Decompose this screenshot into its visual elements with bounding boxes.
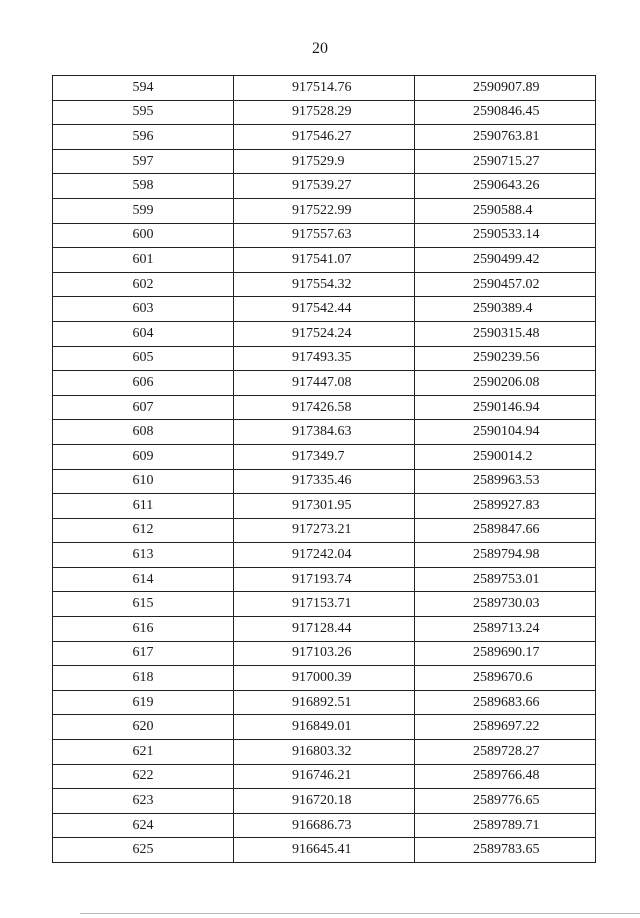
table-row	[53, 592, 596, 617]
x-coordinate-cell: 917493.35	[234, 346, 415, 371]
y-coordinate-cell: 2590014.2	[415, 444, 596, 469]
y-coordinate-cell: 2589697.22	[415, 715, 596, 740]
table-row	[53, 198, 596, 223]
x-coordinate-cell: 916849.01	[234, 715, 415, 740]
y-coordinate-cell: 2589766.48	[415, 764, 596, 789]
y-coordinate-cell: 2590715.27	[415, 149, 596, 174]
x-coordinate-cell: 916686.73	[234, 813, 415, 838]
point-number-cell: 608	[53, 420, 234, 445]
x-coordinate-cell: 917193.74	[234, 567, 415, 592]
point-number-cell: 610	[53, 469, 234, 494]
coordinate-table-body	[53, 76, 596, 863]
y-coordinate-cell: 2590533.14	[415, 223, 596, 248]
x-coordinate-cell: 917539.27	[234, 174, 415, 199]
x-coordinate-cell: 916720.18	[234, 789, 415, 814]
y-coordinate-cell: 2589683.66	[415, 690, 596, 715]
x-coordinate-cell: 917242.04	[234, 543, 415, 568]
table-row	[53, 297, 596, 322]
table-row	[53, 444, 596, 469]
point-number-cell: 609	[53, 444, 234, 469]
x-coordinate-cell: 916803.32	[234, 740, 415, 765]
y-coordinate-cell: 2590206.08	[415, 371, 596, 396]
x-coordinate-cell: 917528.29	[234, 100, 415, 125]
table-row	[53, 764, 596, 789]
coordinate-table	[52, 75, 596, 863]
x-coordinate-cell: 917447.08	[234, 371, 415, 396]
y-coordinate-cell: 2589713.24	[415, 617, 596, 642]
table-row	[53, 100, 596, 125]
page-number: 20	[312, 40, 328, 57]
point-number-cell: 622	[53, 764, 234, 789]
y-coordinate-cell: 2589728.27	[415, 740, 596, 765]
x-coordinate-cell: 917524.24	[234, 321, 415, 346]
point-number-cell: 606	[53, 371, 234, 396]
table-row	[53, 321, 596, 346]
table-row	[53, 740, 596, 765]
point-number-cell: 602	[53, 272, 234, 297]
x-coordinate-cell: 917103.26	[234, 641, 415, 666]
x-coordinate-cell: 917542.44	[234, 297, 415, 322]
x-coordinate-cell: 917557.63	[234, 223, 415, 248]
y-coordinate-cell: 2589789.71	[415, 813, 596, 838]
x-coordinate-cell: 917349.7	[234, 444, 415, 469]
point-number-cell: 597	[53, 149, 234, 174]
table-row	[53, 567, 596, 592]
point-number-cell: 623	[53, 789, 234, 814]
point-number-cell: 619	[53, 690, 234, 715]
y-coordinate-cell: 2589730.03	[415, 592, 596, 617]
y-coordinate-cell: 2589690.17	[415, 641, 596, 666]
y-coordinate-cell: 2590907.89	[415, 76, 596, 101]
x-coordinate-cell: 916892.51	[234, 690, 415, 715]
y-coordinate-cell: 2590146.94	[415, 395, 596, 420]
y-coordinate-cell: 2590846.45	[415, 100, 596, 125]
table-row	[53, 543, 596, 568]
point-number-cell: 599	[53, 198, 234, 223]
x-coordinate-cell: 917426.58	[234, 395, 415, 420]
x-coordinate-cell: 917554.32	[234, 272, 415, 297]
point-number-cell: 595	[53, 100, 234, 125]
table-row	[53, 518, 596, 543]
table-row	[53, 813, 596, 838]
table-row	[53, 125, 596, 150]
y-coordinate-cell: 2589776.65	[415, 789, 596, 814]
table-row	[53, 346, 596, 371]
table-row	[53, 149, 596, 174]
x-coordinate-cell: 917128.44	[234, 617, 415, 642]
x-coordinate-cell: 917529.9	[234, 149, 415, 174]
point-number-cell: 612	[53, 518, 234, 543]
x-coordinate-cell: 917514.76	[234, 76, 415, 101]
y-coordinate-cell: 2590104.94	[415, 420, 596, 445]
x-coordinate-cell: 917301.95	[234, 494, 415, 519]
y-coordinate-cell: 2589753.01	[415, 567, 596, 592]
table-row	[53, 272, 596, 297]
table-row	[53, 76, 596, 101]
table-row	[53, 223, 596, 248]
point-number-cell: 604	[53, 321, 234, 346]
y-coordinate-cell: 2589783.65	[415, 838, 596, 863]
point-number-cell: 620	[53, 715, 234, 740]
y-coordinate-cell: 2590315.48	[415, 321, 596, 346]
table-row	[53, 395, 596, 420]
y-coordinate-cell: 2589670.6	[415, 666, 596, 691]
y-coordinate-cell: 2589847.66	[415, 518, 596, 543]
table-row	[53, 715, 596, 740]
point-number-cell: 605	[53, 346, 234, 371]
y-coordinate-cell: 2590588.4	[415, 198, 596, 223]
point-number-cell: 598	[53, 174, 234, 199]
point-number-cell: 601	[53, 248, 234, 273]
table-row	[53, 469, 596, 494]
table-row	[53, 690, 596, 715]
y-coordinate-cell: 2589963.53	[415, 469, 596, 494]
point-number-cell: 614	[53, 567, 234, 592]
y-coordinate-cell: 2590389.4	[415, 297, 596, 322]
x-coordinate-cell: 917273.21	[234, 518, 415, 543]
point-number-cell: 616	[53, 617, 234, 642]
x-coordinate-cell: 917522.99	[234, 198, 415, 223]
y-coordinate-cell: 2590643.26	[415, 174, 596, 199]
point-number-cell: 625	[53, 838, 234, 863]
point-number-cell: 603	[53, 297, 234, 322]
table-row	[53, 420, 596, 445]
scan-edge-line	[80, 913, 640, 914]
y-coordinate-cell: 2590499.42	[415, 248, 596, 273]
x-coordinate-cell: 917153.71	[234, 592, 415, 617]
x-coordinate-cell: 916746.21	[234, 764, 415, 789]
table-row	[53, 617, 596, 642]
y-coordinate-cell: 2590239.56	[415, 346, 596, 371]
x-coordinate-cell: 916645.41	[234, 838, 415, 863]
table-row	[53, 838, 596, 863]
point-number-cell: 617	[53, 641, 234, 666]
point-number-cell: 594	[53, 76, 234, 101]
table-row	[53, 641, 596, 666]
table-row	[53, 174, 596, 199]
y-coordinate-cell: 2589794.98	[415, 543, 596, 568]
point-number-cell: 613	[53, 543, 234, 568]
y-coordinate-cell: 2590457.02	[415, 272, 596, 297]
x-coordinate-cell: 917541.07	[234, 248, 415, 273]
point-number-cell: 618	[53, 666, 234, 691]
point-number-cell: 596	[53, 125, 234, 150]
point-number-cell: 624	[53, 813, 234, 838]
table-row	[53, 371, 596, 396]
point-number-cell: 600	[53, 223, 234, 248]
coordinate-table-container	[52, 75, 595, 863]
point-number-cell: 621	[53, 740, 234, 765]
x-coordinate-cell: 917384.63	[234, 420, 415, 445]
table-row	[53, 494, 596, 519]
y-coordinate-cell: 2589927.83	[415, 494, 596, 519]
y-coordinate-cell: 2590763.81	[415, 125, 596, 150]
point-number-cell: 611	[53, 494, 234, 519]
table-row	[53, 248, 596, 273]
x-coordinate-cell: 917000.39	[234, 666, 415, 691]
table-row	[53, 789, 596, 814]
x-coordinate-cell: 917546.27	[234, 125, 415, 150]
table-row	[53, 666, 596, 691]
point-number-cell: 615	[53, 592, 234, 617]
x-coordinate-cell: 917335.46	[234, 469, 415, 494]
point-number-cell: 607	[53, 395, 234, 420]
